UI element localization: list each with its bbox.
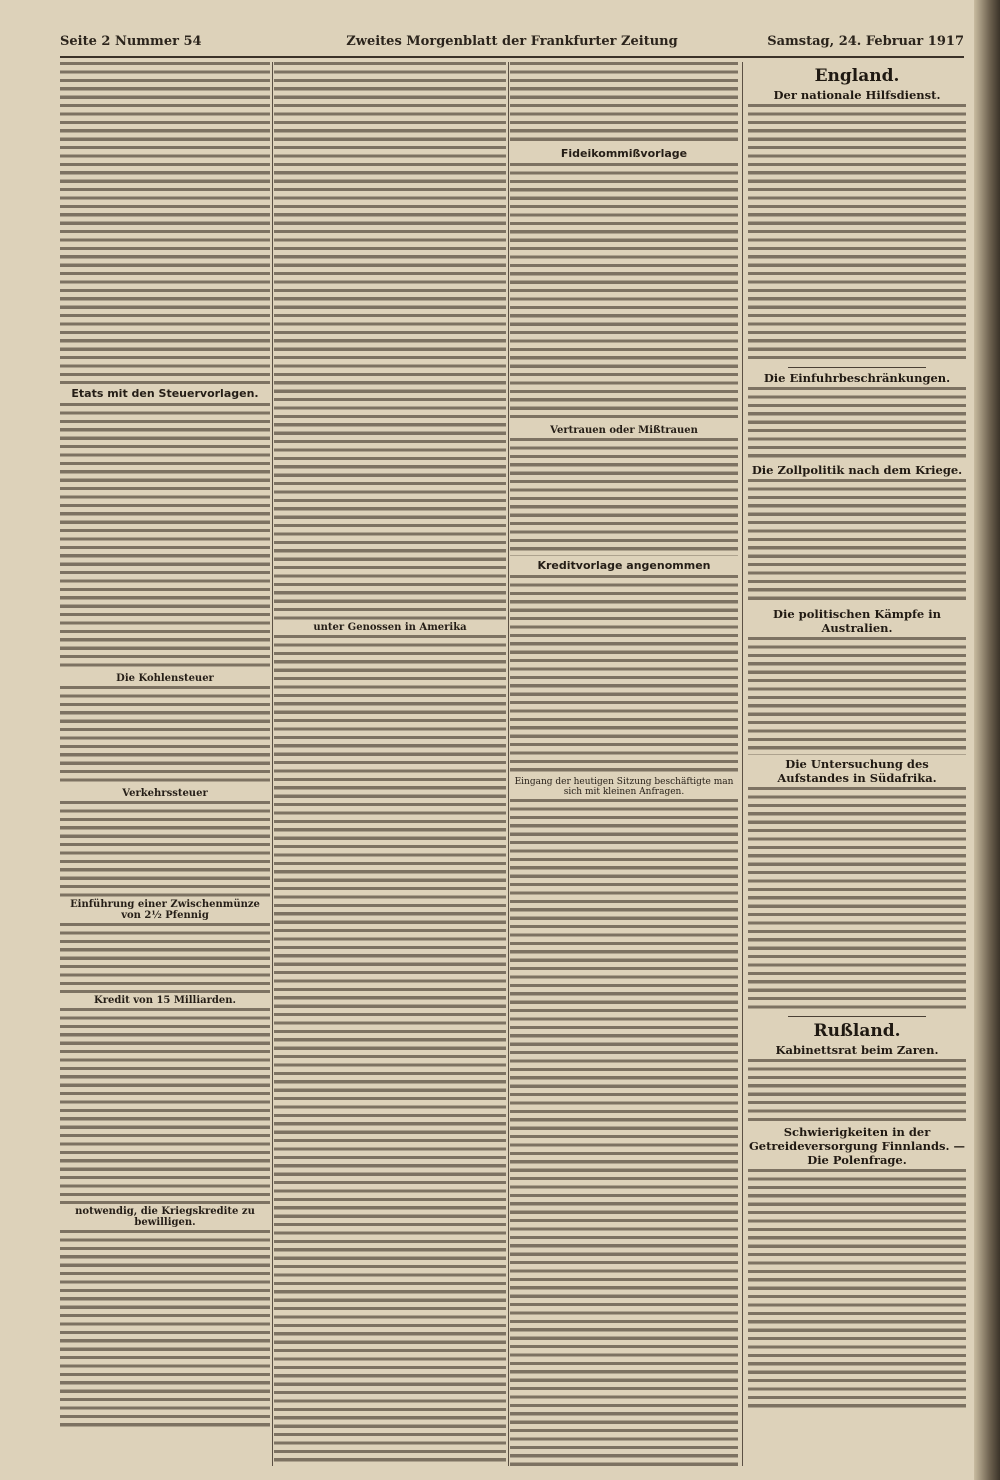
paper-title: Zweites Morgenblatt der Frankfurter Zeitung (346, 34, 678, 49)
text-block (60, 686, 270, 786)
text-block (60, 1230, 270, 1430)
issue-date: Samstag, 24. Februar 1917 (767, 34, 964, 49)
text-block (60, 923, 270, 993)
divider (788, 367, 926, 368)
section-heading-kredit: Kredit von 15 Milliarden. (94, 995, 236, 1006)
text-block (274, 62, 506, 620)
section-heading-russland: Rußland. (813, 1021, 901, 1041)
column-1 (60, 62, 270, 1466)
divider (788, 1016, 926, 1017)
section-heading-zwischenmuenze: Einführung einer Zwischenmünze von 2½ Pfennig (70, 899, 260, 921)
text-block (748, 387, 966, 461)
text-block (510, 575, 738, 775)
section-heading-kreditvorlage: Kreditvorlage angenommen (537, 559, 711, 572)
text-block (510, 799, 738, 1466)
text-block (60, 403, 270, 671)
column-3 (510, 62, 738, 1466)
text-block (748, 637, 966, 755)
text-block (510, 62, 738, 144)
section-heading-einfuhr: Die Einfuhrbeschränkungen. (763, 371, 951, 385)
text-block (60, 1008, 270, 1204)
section-heading-kohlensteuer: Die Kohlensteuer (116, 673, 214, 684)
section-heading-genossen: unter Genossen in Amerika (313, 622, 467, 633)
section-heading-etats: Etats mit den Steuervorlagen. (71, 387, 259, 400)
text-block (748, 479, 966, 605)
text-block (510, 163, 738, 423)
column-2 (274, 62, 506, 1466)
section-heading-verkehrssteuer: Verkehrssteuer (122, 788, 208, 799)
column-rule (508, 62, 509, 1466)
section-heading-anfragen: Eingang der heutigen Sitzung beschäftigte man sich mit kleinen Anfragen. (514, 777, 734, 797)
text-block (748, 787, 966, 1013)
section-heading-hilfsdienst: Der nationale Hilfsdienst. (773, 88, 941, 102)
page-number: Seite 2 Nummer 54 (60, 34, 202, 49)
text-block (510, 438, 738, 556)
text-block (748, 1169, 966, 1409)
column-4 (748, 62, 966, 1466)
section-heading-australien: Die politischen Kämpfe in Australien. (773, 607, 941, 635)
section-heading-suedafrika: Die Untersuchung des Aufstandes in Südafrika. (777, 757, 937, 785)
section-heading-misstrauen: Vertrauen oder Mißtrauen (550, 425, 698, 436)
text-block (274, 635, 506, 1465)
section-heading-england: England. (814, 66, 900, 86)
column-rule (272, 62, 273, 1466)
text-block (748, 104, 966, 364)
section-heading-kriegskredite: notwendig, die Kriegskredite zu bewilligen. (75, 1206, 255, 1228)
section-heading-finnland: Schwierigkeiten in der Getreideversorgung Finnlands. — Die Polenfrage. (748, 1125, 966, 1167)
section-heading-fideikommiss: Fideikommißvorlage (560, 147, 688, 160)
section-heading-kabinettsrat: Kabinettsrat beim Zaren. (775, 1043, 939, 1057)
section-heading-zollpolitik: Die Zollpolitik nach dem Kriege. (751, 463, 963, 477)
column-rule (742, 62, 743, 1466)
page-header (60, 30, 964, 58)
text-block (60, 62, 270, 384)
text-block (748, 1059, 966, 1123)
book-binding-edge (974, 0, 1000, 1480)
text-block (60, 801, 270, 897)
